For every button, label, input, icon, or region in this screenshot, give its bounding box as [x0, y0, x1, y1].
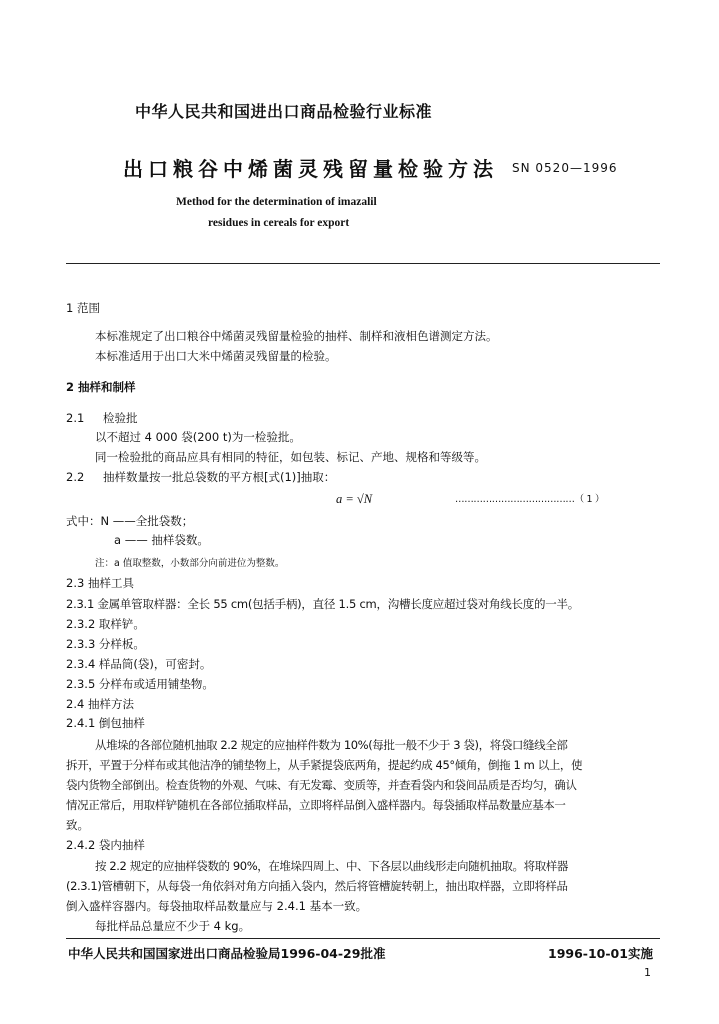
- section-2-2-number: 2.2: [66, 470, 85, 484]
- section-2-3-2: 2.3.2 取样铲。: [66, 617, 145, 631]
- section-2-1-number: 2.1: [66, 411, 85, 425]
- doc-title: 出口粮谷中烯菌灵残留量检验方法: [123, 157, 498, 181]
- footer-rule: [66, 938, 660, 939]
- section-2-1-para-1: 以不超过 4 000 袋(200 t)为一检验批。: [95, 430, 301, 444]
- formula: a = √N: [336, 492, 373, 506]
- formula-number: …………………………………（ 1 ）: [455, 494, 605, 505]
- section-2-3-4: 2.3.4 样品筒(袋)，可密封。: [66, 657, 212, 671]
- section-2-4-1-line-3: 袋内货物全部倒出。检查货物的外观、气味、有无发霉、变质等，并查看袋内和袋间品质是否均匀，确认: [66, 778, 577, 792]
- section-2-4-2: 2.4.2 袋内抽样: [66, 838, 145, 852]
- section-2-1-title: 检验批: [103, 411, 138, 425]
- section-2-4-1: 2.4.1 倒包抽样: [66, 716, 145, 730]
- english-title-line1: Method for the determination of imazalil: [176, 196, 377, 208]
- section-2-4-2-line-4: 每批样品总量应不少于 4 kg。: [95, 919, 251, 933]
- section-2-4-2-line-3: 倒入盛样容器内。每袋抽取样品数量应与 2.4.1 基本一致。: [66, 899, 368, 913]
- section-1-heading: 1 范围: [66, 301, 100, 315]
- section-1-para-2: 本标准适用于出口大米中烯菌灵残留量的检验。: [95, 349, 337, 363]
- english-title-line2: residues in cereals for export: [208, 217, 350, 229]
- approval-line: 中华人民共和国国家进出口商品检验局1996-04-29批准: [68, 946, 386, 961]
- section-2-3-5: 2.3.5 分样布或适用铺垫物。: [66, 677, 214, 691]
- section-2-2-text: 抽样数量按一批总袋数的平方根[式(1)]抽取：: [103, 470, 336, 484]
- section-2-heading: 2 抽样和制样: [66, 380, 136, 394]
- section-2-3-1: 2.3.1 金属单管取样器：全长 55 cm(包括手柄)，直径 1.5 cm，沟槽长度应超过袋对角线长度的一半。: [66, 597, 579, 611]
- section-2-3: 2.3 抽样工具: [66, 576, 134, 590]
- section-2-4-1-line-4: 情况正常后，用取样铲随机在各部位插取样品，立即将样品倒入盛样器内。每袋插取样品数量应基本一: [66, 798, 566, 812]
- section-2-4-1-line-2: 拆开，平置于分样布或其他洁净的铺垫物上，从手紧提袋底两角，提起约成 45°倾角，倒拖 1 m 以上，使: [66, 758, 583, 772]
- header-rule: [66, 263, 660, 264]
- where-line-1: 式中：N ——全批袋数；: [66, 514, 194, 528]
- section-2-4-2-line-1: 按 2.2 规定的应抽样袋数的 90%，在堆垛四周上、中、下各层以曲线形走向随机抽取。将取样器: [95, 859, 569, 873]
- section-1-para-1: 本标准规定了出口粮谷中烯菌灵残留量检验的抽样、制样和液相色谱测定方法。: [95, 329, 498, 343]
- implementation-date: 1996-10-01实施: [548, 946, 653, 961]
- section-2-4: 2.4 抽样方法: [66, 697, 134, 711]
- standard-number: SN 0520—1996: [512, 161, 618, 175]
- note: 注：a 值取整数，小数部分向前进位为整数。: [95, 558, 285, 569]
- org-title: 中华人民共和国进出口商品检验行业标准: [135, 102, 433, 121]
- where-line-2: a —— 抽样袋数。: [114, 533, 209, 547]
- section-2-1-para-2: 同一检验批的商品应具有相同的特征，如包装、标记、产地、规格和等级等。: [95, 450, 486, 464]
- section-2-3-3: 2.3.3 分样板。: [66, 637, 145, 651]
- section-2-4-1-line-5: 致。: [66, 818, 89, 832]
- page-number: 1: [644, 966, 651, 979]
- section-2-4-1-line-1: 从堆垛的各部位随机抽取 2.2 规定的应抽样件数为 10%(每批一般不少于 3 袋)，将袋口缝线全部: [95, 738, 568, 752]
- section-2-4-2-line-2: (2.3.1)管槽朝下，从每袋一角依斜对角方向插入袋内，然后将管槽旋转朝上，抽出取样器，立即将样品: [66, 879, 568, 893]
